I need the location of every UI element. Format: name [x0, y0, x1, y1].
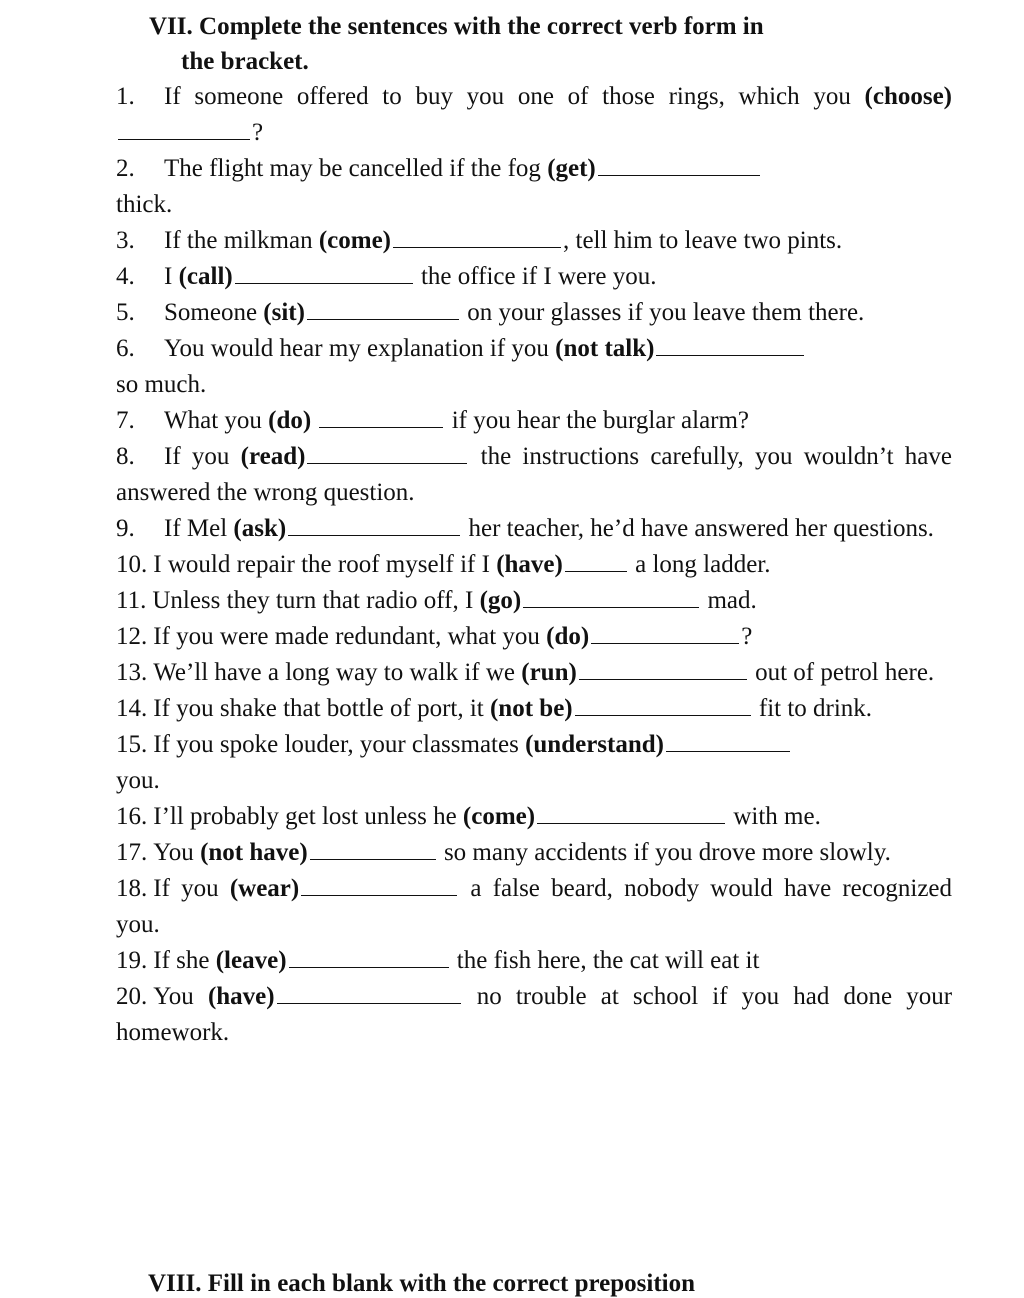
sentence-12: 12. If you were made redundant, what you (do) ?: [116, 623, 753, 650]
sentence-16: 16. I’ll probably get lost unless he (come) with me.: [116, 803, 821, 830]
answer-blank[interactable]: [310, 859, 436, 860]
next-section-heading: VIII. Fill in each blank with the correct preposition: [148, 1270, 696, 1297]
answer-blank[interactable]: [235, 283, 413, 284]
sentence-4: 4. I (call) the office if I were you.: [116, 263, 657, 290]
answer-blank[interactable]: [288, 535, 460, 536]
sentence-9: 9. If Mel (ask) her teacher, he’d have answered her questions.: [116, 515, 934, 542]
sentence-7: 7. What you (do) if you hear the burglar alarm?: [116, 407, 750, 434]
sentence-3: 3. If the milkman (come) , tell him to leave two pints.: [116, 227, 843, 254]
sentence-10: 10. I would repair the roof myself if I (have) a long ladder.: [116, 551, 771, 578]
answer-blank[interactable]: [277, 1003, 461, 1004]
heading-line-2: the bracket.: [181, 48, 309, 75]
sentence-8: 8. If you (read) the instructions carefully, you wouldn’t have answered the wrong question.: [116, 443, 952, 506]
sentence-5: 5. Someone (sit) on your glasses if you leave them there.: [116, 299, 865, 326]
sentence-19: 19. If she (leave) the fish here, the cat will eat it: [116, 947, 760, 974]
sentence-14: 14. If you shake that bottle of port, it (not be) fit to drink.: [116, 695, 873, 722]
sentence-11: 11. Unless they turn that radio off, I (go) mad.: [116, 587, 757, 614]
answer-blank[interactable]: [575, 715, 751, 716]
answer-blank[interactable]: [666, 751, 790, 752]
answer-blank[interactable]: [289, 967, 449, 968]
answer-blank[interactable]: [537, 823, 725, 824]
heading-line-1: VII. Complete the sentences with the correct verb form in: [149, 13, 764, 40]
sentence-17: 17. You (not have) so many accidents if you drove more slowly.: [116, 839, 891, 866]
answer-blank[interactable]: [118, 139, 250, 140]
answer-blank[interactable]: [319, 427, 443, 428]
answer-blank[interactable]: [579, 679, 747, 680]
exercise-heading: [116, 9, 952, 79]
answer-blank[interactable]: [656, 355, 804, 356]
answer-blank[interactable]: [301, 895, 457, 896]
exercise-page: [116, 9, 952, 1051]
answer-blank[interactable]: [523, 607, 699, 608]
sentence-18: 18. If you (wear) a false beard, nobody would have recognized you.: [116, 875, 953, 938]
sentence-13: 13. We’ll have a long way to walk if we (run) out of petrol here.: [116, 659, 935, 686]
sentence-20: 20. You (have) no trouble at school if you had done your homework.: [116, 983, 953, 1046]
sentence-6: 6. You would hear my explanation if you (not talk) so much.: [116, 331, 952, 403]
answer-blank[interactable]: [307, 319, 459, 320]
answer-blank[interactable]: [565, 571, 627, 572]
answer-blank[interactable]: [598, 175, 760, 176]
sentence-15: 15. If you spoke louder, your classmates (understand) you.: [116, 727, 952, 799]
answer-blank[interactable]: [591, 643, 739, 644]
answer-blank[interactable]: [393, 247, 561, 248]
answer-blank[interactable]: [307, 463, 467, 464]
sentence-2: 2. The flight may be cancelled if the fog (get) thick.: [116, 151, 952, 223]
sentence-1: 1. If someone offered to buy you one of those rings, which you (choose) ?: [116, 83, 953, 146]
